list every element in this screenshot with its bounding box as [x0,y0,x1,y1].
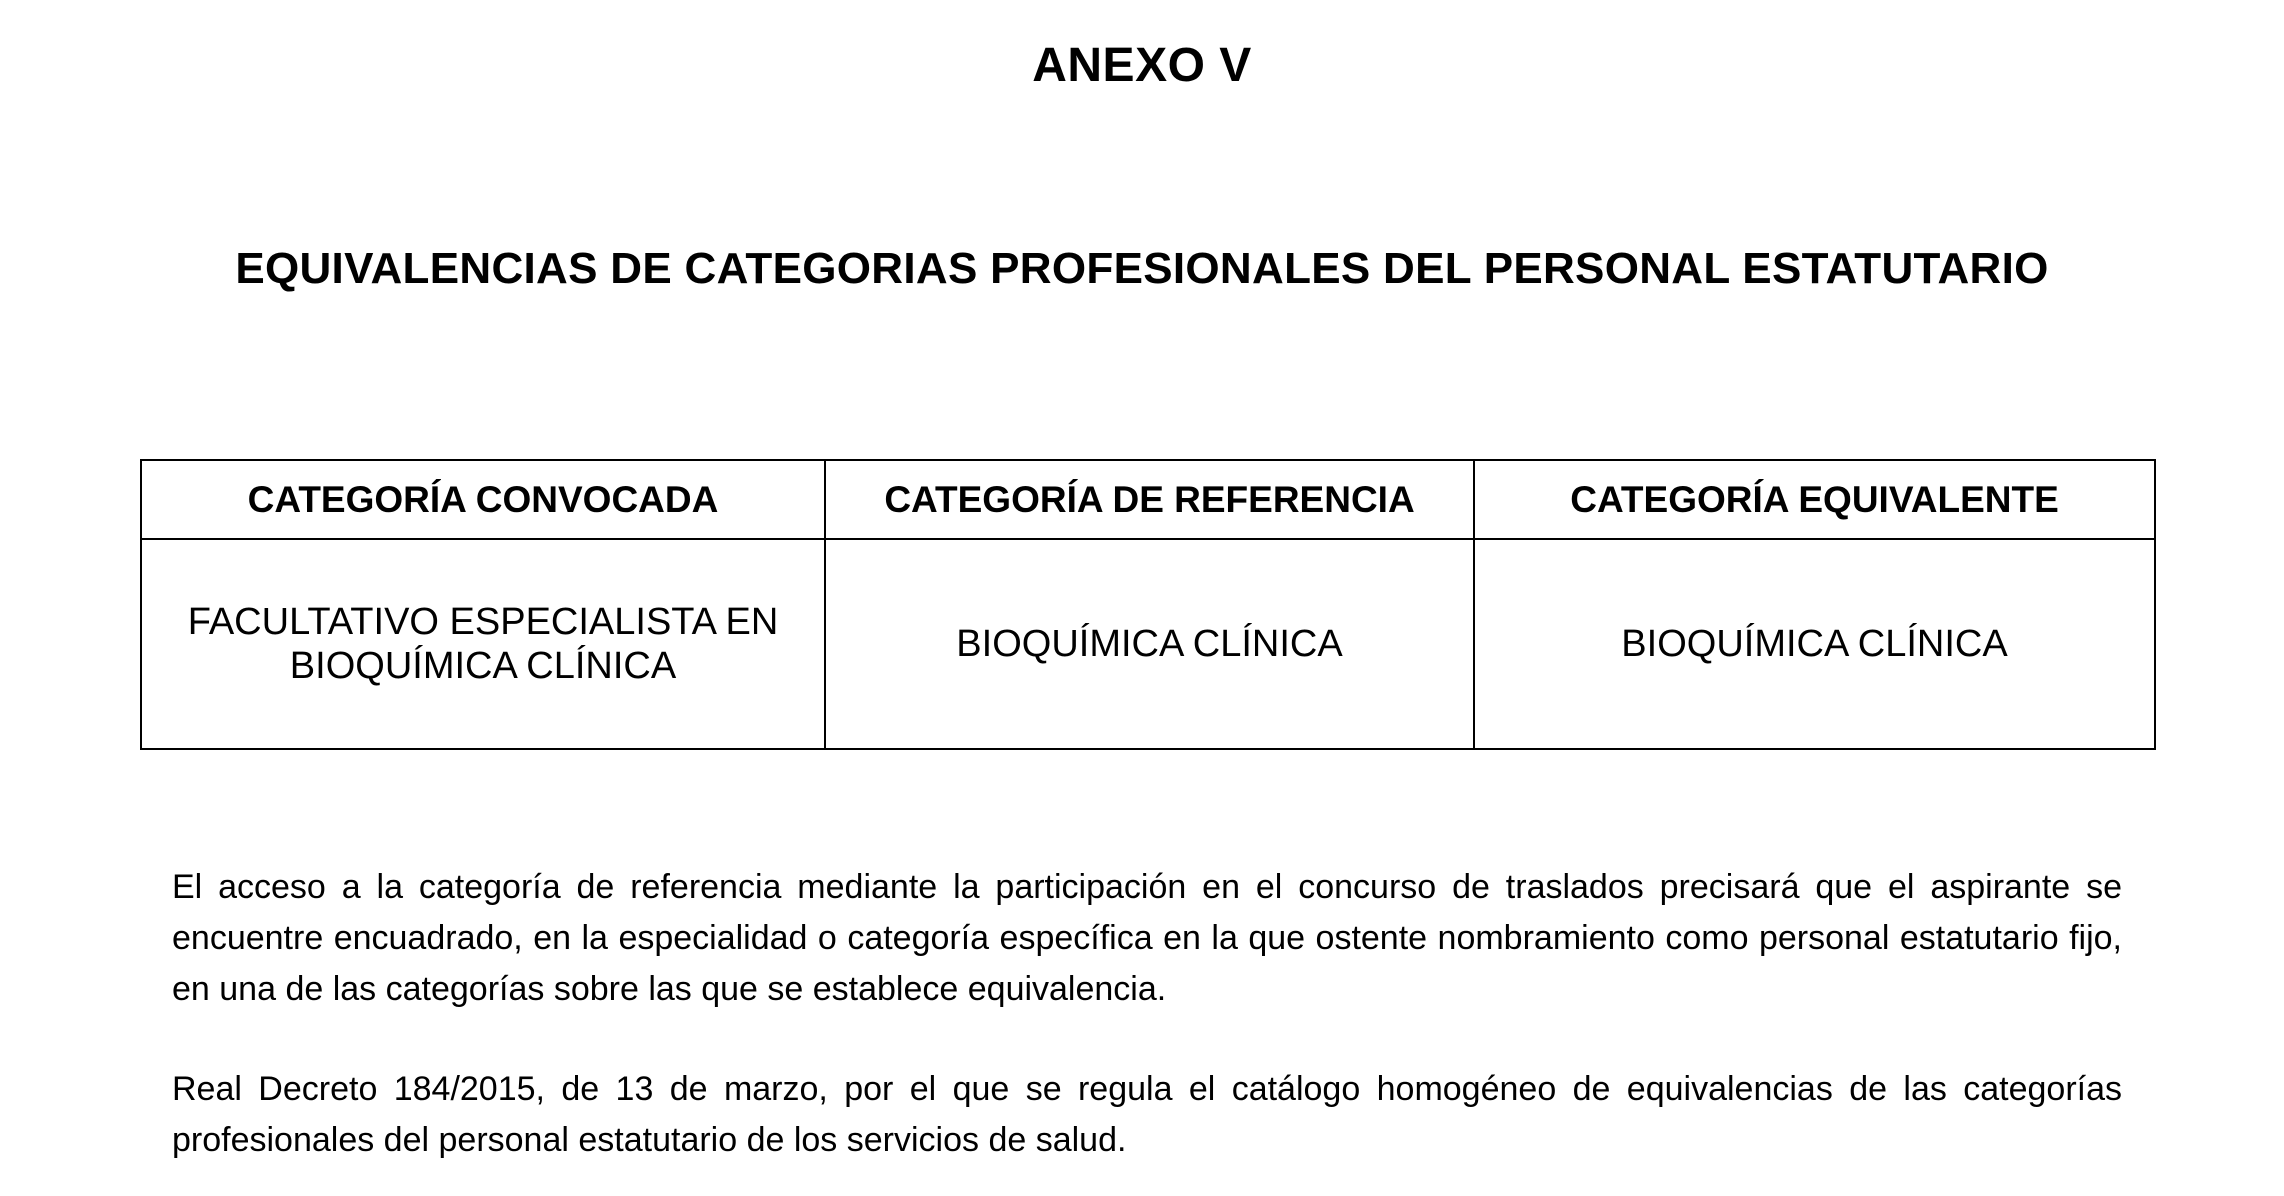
cell-convocada-line1: FACULTATIVO ESPECIALISTA EN [187,601,779,643]
annex-title: ANEXO V [1032,39,1252,92]
equivalence-table [140,459,2156,750]
access-paragraph: El acceso a la categoría de referencia mediante la participación en el concurso de traslados precisará que el aspirante se encuentre encuadrado, en la especialidad o categoría específica en la que ostente nombramiento como personal estatutario fijo, en una de las categorías sobre las que se establece equivalencia. [172,868,2122,1008]
cell-categoria-convocada [141,539,825,749]
header-categoria-equivalente: CATEGORÍA EQUIVALENTE [1474,460,2155,539]
cell-convocada-line2: BIOQUÍMICA CLÍNICA [289,645,677,687]
header-categoria-convocada: CATEGORÍA CONVOCADA [141,460,825,539]
table-row [141,539,2155,749]
document-title: EQUIVALENCIAS DE CATEGORIAS PROFESIONALES DEL PERSONAL ESTATUTARIO [235,244,2049,293]
cell-categoria-equivalente: BIOQUÍMICA CLÍNICA [1474,539,2155,749]
royal-decree-paragraph: Real Decreto 184/2015, de 13 de marzo, por el que se regula el catálogo homogéneo de equivalencias de las categorías profesionales del personal estatutario de los servicios de salud. [172,1070,2122,1159]
table-header-row [141,460,2155,539]
header-categoria-referencia: CATEGORÍA DE REFERENCIA [825,460,1474,539]
cell-categoria-referencia: BIOQUÍMICA CLÍNICA [825,539,1474,749]
